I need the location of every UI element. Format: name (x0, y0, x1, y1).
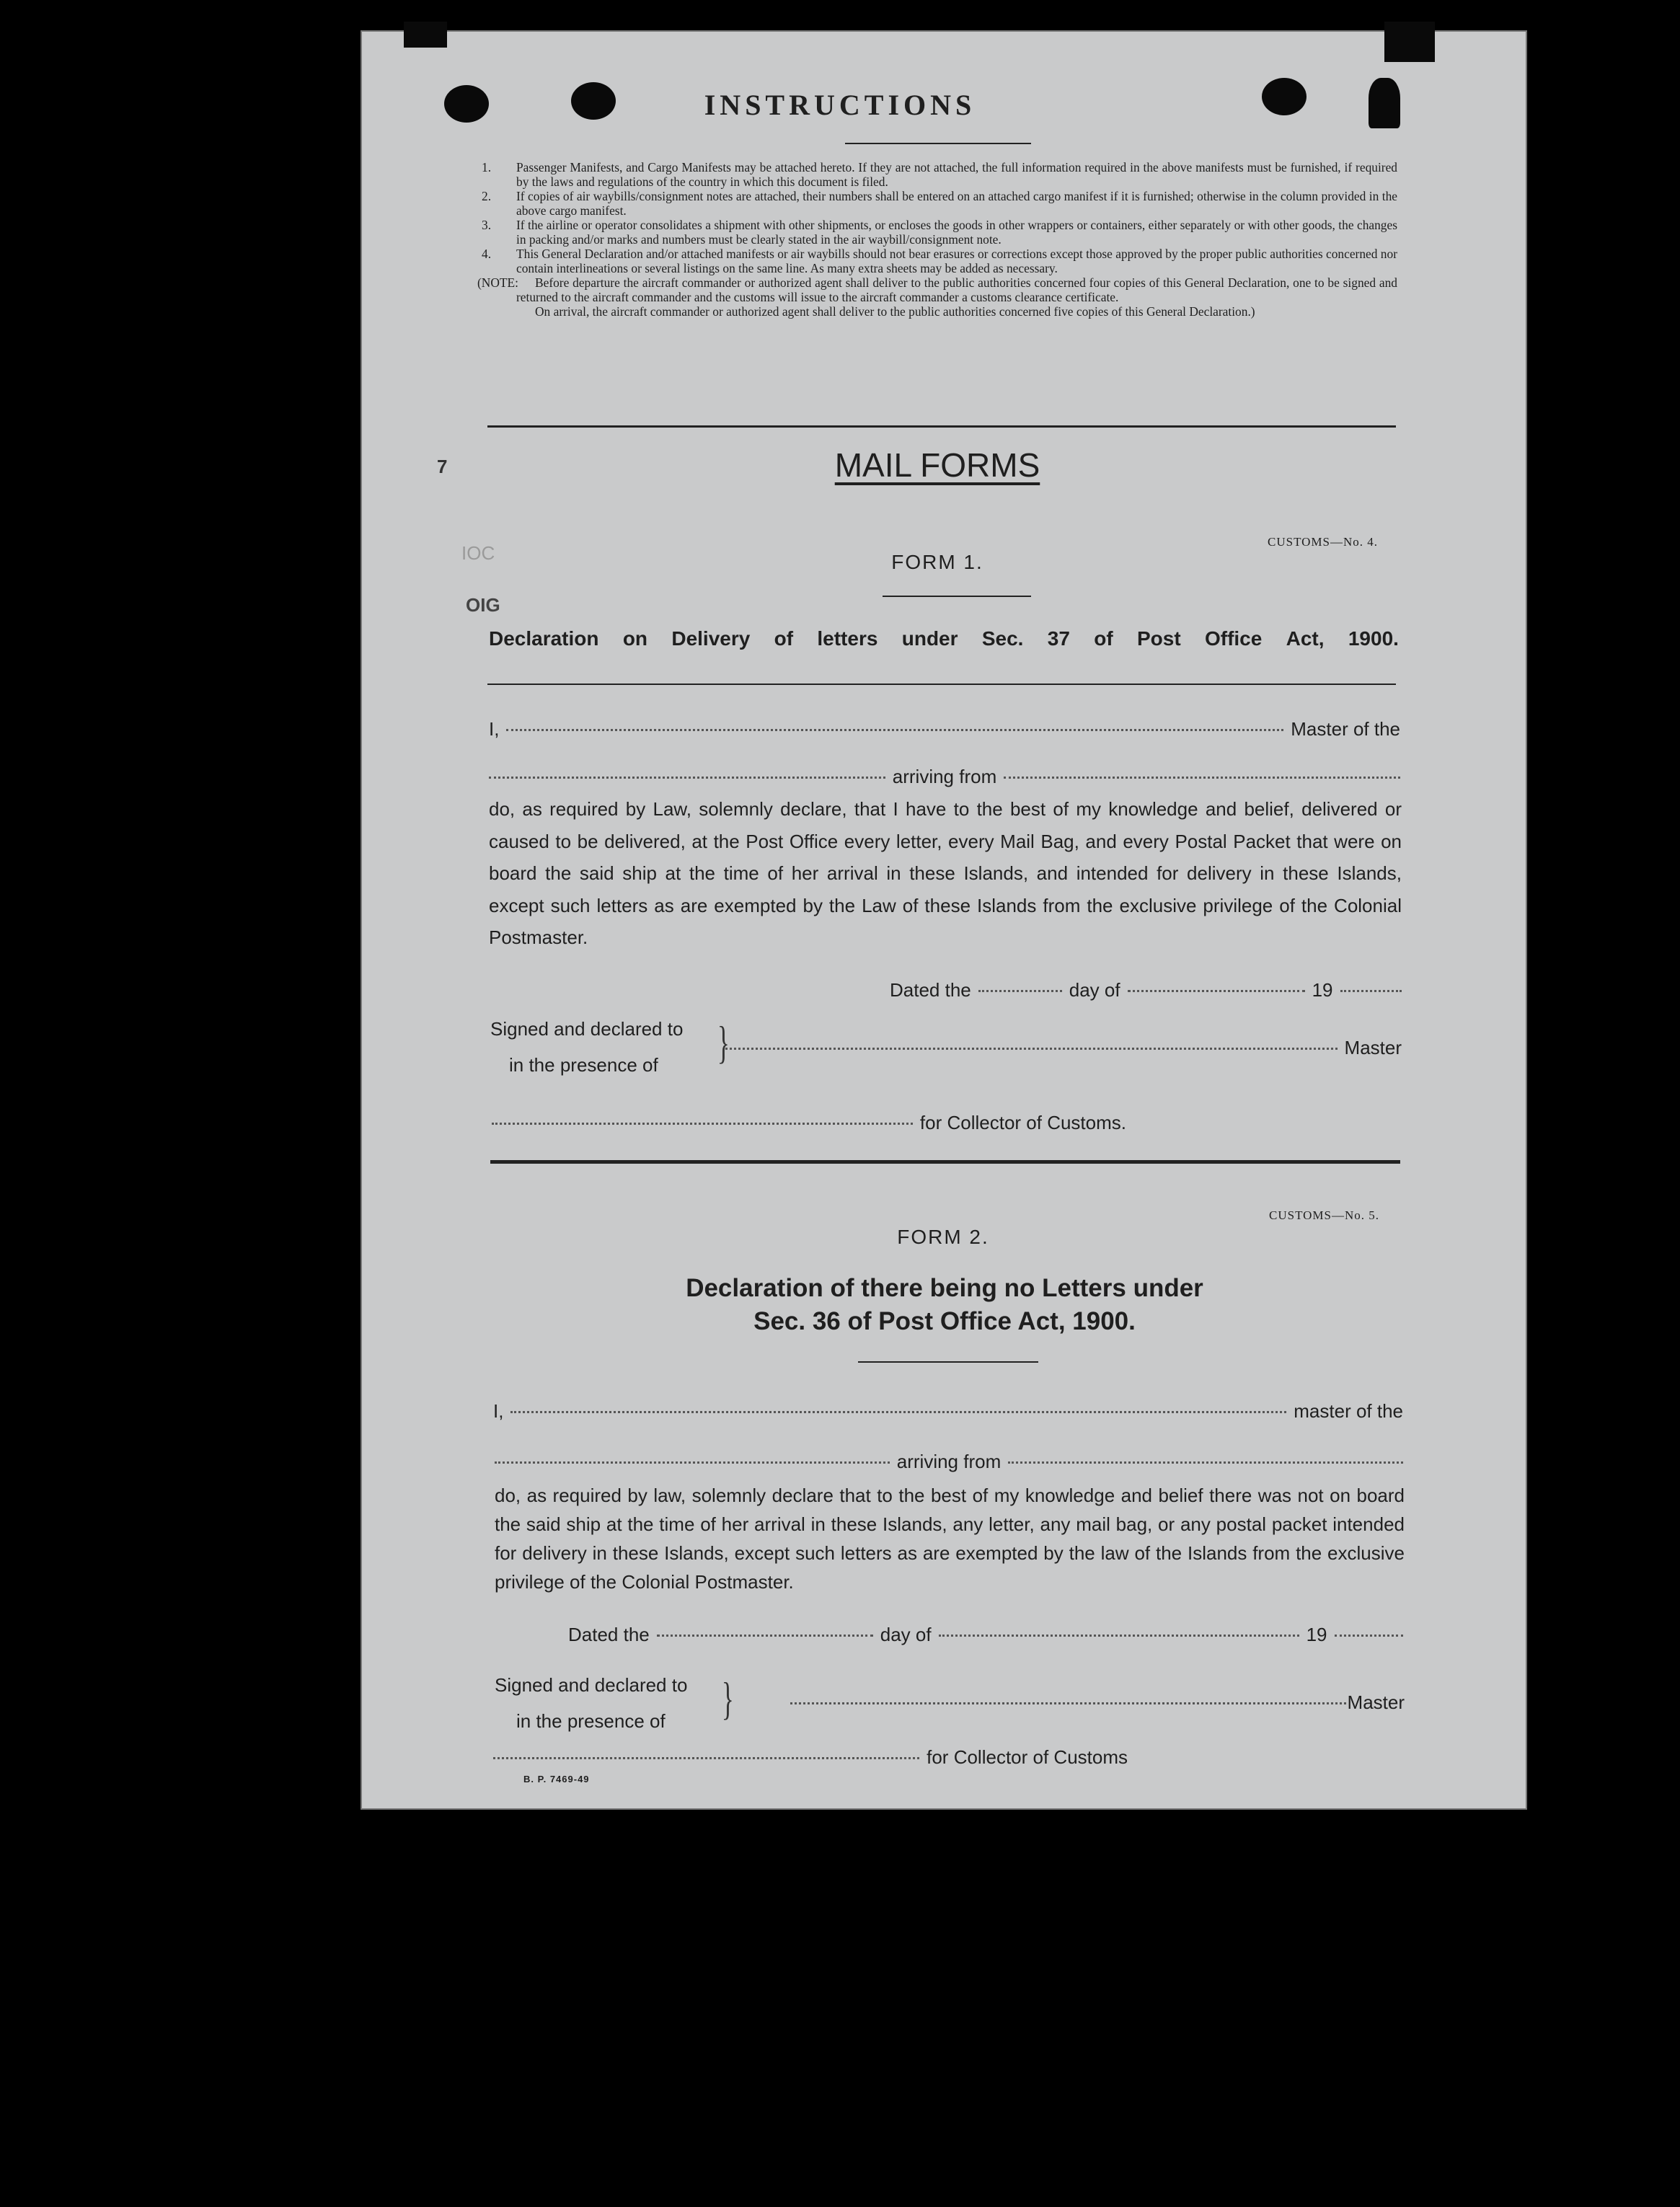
form2-master-sign-line (790, 1691, 1405, 1714)
form1-declaration-word: of (774, 627, 794, 650)
instruction-number: 3. (482, 218, 492, 232)
instruction-text: Passenger Manifests, and Cargo Manifests may be attached hereto. If they are not attached, the full information required in the above manifests must be furnished, if required by the laws and regulations of the country in which this document is filed. (516, 160, 1397, 189)
instruction-text: If the airline or operator consolidates a shipment with other shipments, or encloses the goods in other wrappers or containers, either separately or with other goods, the changes in packing and/or marks and numbers must be clearly stated in the air waybill/consignment note. (516, 218, 1397, 247)
form1-title-rule (883, 596, 1031, 597)
form1-declaration-word: Act, (1286, 627, 1325, 650)
form2-arriving-line (495, 1451, 1403, 1473)
form2-master-line (493, 1400, 1403, 1423)
form2-brace: } (721, 1673, 734, 1724)
form2-signed-line2: in the presence of (516, 1710, 666, 1732)
corner-clip-right (1384, 22, 1435, 62)
instruction-item (482, 160, 1397, 189)
form2-day-of-label: day of (880, 1624, 932, 1645)
note-text: Before departure the aircraft commander or authorized agent shall deliver to the public authorities concerned four copies of this General Declaration, one to be signed and returned to the aircraft commander and the customs will issue to the aircraft commander a customs clearance certificate. (516, 275, 1397, 304)
form2-signed-line1: Signed and declared to (495, 1674, 688, 1696)
instruction-note-arrival (482, 304, 1397, 319)
form1-collector-signature-field[interactable] (492, 1123, 913, 1125)
margin-mark-3: OIG (466, 594, 500, 616)
form1-collector-label: for Collector of Customs. (919, 1112, 1126, 1133)
form1-from-field[interactable] (1004, 777, 1400, 779)
form1-declaration-word: Sec. (981, 627, 1024, 650)
form2-collector-label: for Collector of Customs (927, 1746, 1128, 1768)
form2-declaration-line1: Declaration of there being no Letters under (686, 1274, 1203, 1302)
margin-mark-1: 7 (437, 456, 448, 477)
form1-day-field[interactable] (978, 990, 1062, 992)
section-divider (487, 425, 1396, 428)
form2-year-field[interactable] (1335, 1635, 1404, 1637)
form2-declaration-line2: Sec. 36 of Post Office Act, 1900. (753, 1307, 1136, 1335)
corner-clip-left (404, 22, 447, 48)
form1-declaration-word: Post (1136, 627, 1181, 650)
form1-declaration-word: Office (1204, 627, 1263, 650)
form1-arriving-label: arriving from (892, 766, 997, 787)
instruction-item (482, 218, 1397, 247)
note-lead: (NOTE: (477, 275, 518, 290)
form2-collector-line (493, 1746, 1128, 1769)
form1-year-prefix: 19 (1312, 979, 1333, 1001)
form1-brace: } (717, 1017, 730, 1068)
form2-declaration-title (584, 1272, 1305, 1338)
form2-from-field[interactable] (1008, 1461, 1403, 1464)
form1-declaration-word: Delivery (671, 627, 751, 650)
form1-declaration-word: of (1094, 627, 1113, 650)
instructions-list (477, 160, 1397, 319)
form2-ship-field[interactable] (495, 1461, 890, 1464)
form1-master-sign-line (725, 1037, 1402, 1059)
instructions-heading-rule (845, 143, 1031, 144)
form2-master-signature-field[interactable] (790, 1702, 1346, 1704)
form1-master-label: Master (1344, 1037, 1402, 1058)
form2-declaration-rule (858, 1361, 1038, 1363)
instruction-number: 4. (482, 247, 492, 261)
form1-master-of-label: Master of the (1291, 718, 1400, 740)
instruction-item (482, 189, 1397, 218)
form1-declaration-word: Declaration (489, 627, 599, 650)
form2-dated-label: Dated the (568, 1624, 650, 1645)
form2-month-field[interactable] (939, 1635, 1299, 1637)
form2-day-field[interactable] (657, 1635, 873, 1637)
margin-mark-2: IOC (461, 542, 495, 564)
form2-collector-signature-field[interactable] (493, 1757, 919, 1759)
form1-declaration-word: on (622, 627, 648, 650)
instruction-number: 1. (482, 160, 492, 174)
form2-customs-ref: CUSTOMS—No. 5. (1269, 1208, 1380, 1222)
form1-declaration-title (489, 627, 1399, 650)
form2-body: do, as required by law, solemnly declare that to the best of my knowledge and belief there was not on board the said ship at the time of her arrival in these Islands, any letter, any mail bag, or any postal packet intended for delivery in these Islands, except such letters as are exempted by the law of the Islands from the exclusive privilege of the Colonial Postmaster. (495, 1485, 1405, 1593)
instruction-item (482, 247, 1397, 275)
form1-signed-line1: Signed and declared to (490, 1018, 684, 1040)
form1-master-line (489, 718, 1400, 740)
form1-year-field[interactable] (1340, 990, 1402, 992)
form2-name-field[interactable] (510, 1411, 1286, 1413)
form1-customs-ref: CUSTOMS—No. 4. (1268, 535, 1379, 549)
instruction-text: This General Declaration and/or attached manifests or air waybills should not bear erasures or corrections except those approved by the proper public authorities concerned nor contain interlineations or several listings on the same line. As many extra sheets may be added as necessary. (516, 247, 1397, 275)
form1-declaration-word: letters (817, 627, 878, 650)
form1-month-field[interactable] (1128, 990, 1305, 992)
form2-master-label: Master (1347, 1691, 1405, 1713)
form1-master-signature-field[interactable] (725, 1048, 1338, 1050)
form1-collector-line (492, 1112, 1126, 1134)
form1-ship-field[interactable] (489, 777, 885, 779)
form-divider (490, 1160, 1400, 1164)
instruction-text: If copies of air waybills/consignment notes are attached, their numbers shall be entered on an attached cargo manifest if it is furnished; otherwise in the column provided in the above cargo manifest. (516, 189, 1397, 218)
form1-declaration-rule (487, 684, 1396, 685)
form1-dated-line (890, 979, 1402, 1001)
footer-print-code: B. P. 7469-49 (523, 1774, 590, 1784)
form2-title: FORM 2. (897, 1226, 989, 1248)
form1-name-field[interactable] (506, 729, 1283, 731)
form1-i-label: I, (489, 718, 500, 740)
form2-arriving-label: arriving from (896, 1451, 1002, 1472)
form1-declaration-word: under (901, 627, 958, 650)
instructions-heading: INSTRUCTIONS (704, 89, 976, 121)
form2-dated-line (568, 1624, 1403, 1646)
form2-master-of-label: master of the (1294, 1400, 1403, 1422)
instruction-note (477, 275, 1397, 304)
form2-year-prefix: 19 (1306, 1624, 1327, 1645)
form1-declaration-word: 1900. (1348, 627, 1399, 650)
form1-day-of-label: day of (1069, 979, 1120, 1001)
note-text-arrival: On arrival, the aircraft commander or authorized agent shall deliver to the public authorities concerned five copies of this General Declaration.) (535, 304, 1255, 319)
form1-signed-line2: in the presence of (509, 1054, 658, 1076)
form1-body: do, as required by Law, solemnly declare, that I have to the best of my knowledge and belief, delivered or caused to be delivered, at the Post Office every letter, every Mail Bag, and every Postal Packet that were on board the said ship at the time of her arrival in these Islands, and intended for delivery in these Islands, except such letters as are exempted by the Law of these Islands from the exclusive privilege of the Colonial Postmaster. (489, 798, 1402, 948)
form1-dated-label: Dated the (890, 979, 971, 1001)
form1-declaration-word: 37 (1047, 627, 1070, 650)
form1-title: FORM 1. (891, 551, 983, 573)
form1-arriving-line (489, 766, 1400, 788)
mail-forms-title: MAIL FORMS (834, 446, 1040, 484)
form2-i-label: I, (493, 1400, 504, 1422)
instruction-number: 2. (482, 189, 492, 203)
